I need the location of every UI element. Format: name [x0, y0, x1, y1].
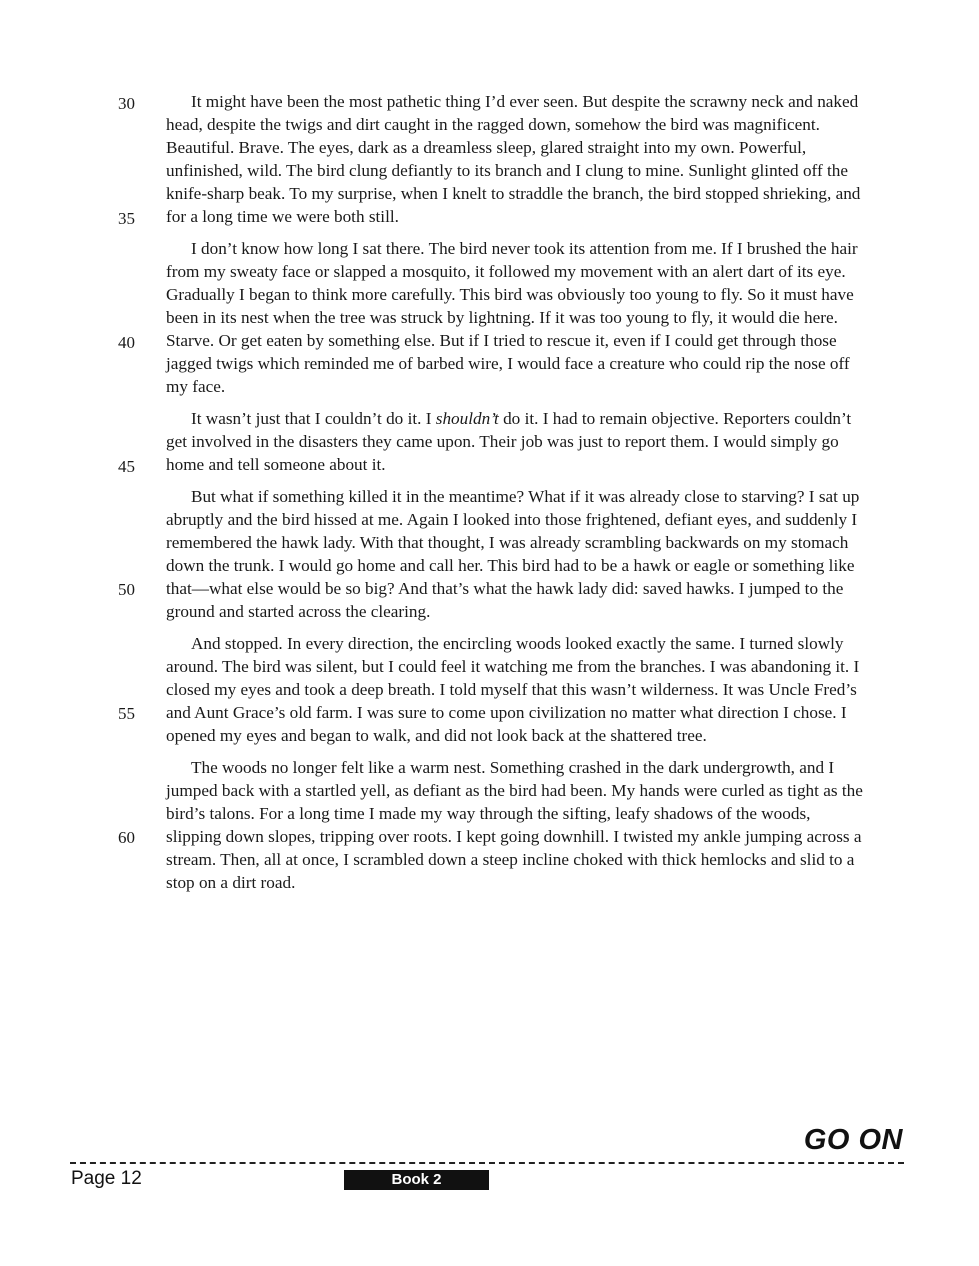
line-number-50: 50 — [118, 580, 135, 599]
line-number-55: 55 — [118, 704, 135, 723]
paragraph-4: But what if something killed it in the meantime? What if it was already close to starving? I sat up abruptly and the bird hissed at me. Again I looked into those frightened, defiant eyes, and suddenly I remembered the hawk lady. With that thought, I was already scrambling backwards on my stomach down the trunk. I would go home and call her. This bird had to be a hawk or eagle or something like that—what else would be so big? And that’s what the hawk lady did: saved hawks. I jumped to the ground and started across the clearing. — [166, 487, 860, 621]
paragraph-3-emphasis: shouldn’t — [435, 409, 499, 428]
paragraph-1: It might have been the most pathetic thing I’d ever seen. But despite the scrawny neck and naked head, despite the twigs and dirt caught in the ragged down, somehow the bird was magnificent. Beautiful. Brave. The eyes, dark as a dreamless sleep, glared straight into my own. Powerful, unfinished, wild. The bird clung defiantly to its branch and I clung to mine. Sunlight glinted off the knife-sharp beak. To my surprise, when I knelt to straddle the branch, the bird stopped shrieking, and for a long time we were both still. — [166, 92, 861, 226]
reading-passage — [166, 90, 866, 903]
paragraph-3-before: It wasn’t just that I couldn’t do it. I — [191, 409, 436, 428]
footer-dashed-divider — [70, 1162, 904, 1164]
line-number-30: 30 — [118, 94, 135, 113]
line-number-45: 45 — [118, 457, 135, 476]
line-number-35: 35 — [118, 209, 135, 228]
paragraph-2: I don’t know how long I sat there. The bird never took its attention from me. If I brushed the hair from my sweaty face or slapped a mosquito, it followed my movement with an alert dart of its eye. Gradually I began to think more carefully. This bird was obviously too young to fly. So it must have been in its nest when the tree was struck by lightning. If it was too young to fly, it would die here. Starve. Or get eaten by something else. But if I tried to rescue it, even if I could get through those jagged twigs which reminded me of barbed wire, I would face a creature who could rip the nose off my face. — [166, 239, 858, 396]
go-on-label: GO ON — [803, 1124, 903, 1156]
line-number-40: 40 — [118, 333, 135, 352]
paragraph-6: The woods no longer felt like a warm nest. Something crashed in the dark undergrowth, and I jumped back with a startled yell, as defiant as the bird had been. My hands were curled as tight as the bird’s talons. For a long time I made my way through the sifting, leafy shadows of the woods, slipping down slopes, tripping over roots. I kept going downhill. I twisted my ankle jumping across a stream. Then, all at once, I scrambled down a steep incline choked with thick hemlocks and slid to a stop on a dirt road. — [166, 758, 863, 892]
paragraph-5: And stopped. In every direction, the encircling woods looked exactly the same. I turned slowly around. The bird was silent, but I could feel it watching me from the branches. I was abandoning it. I closed my eyes and took a deep breath. I told myself that this wasn’t wilderness. It was Uncle Fred’s and Aunt Grace’s old farm. I was sure to come upon civilization no matter what direction I chose. I opened my eyes and began to walk, and did not look back at the shattered tree. — [166, 634, 860, 745]
page-number: Page 12 — [71, 1168, 142, 1189]
paragraph-3 — [166, 407, 866, 476]
book-badge: Book 2 — [344, 1170, 489, 1190]
paragraph-3-after: do it. I had to remain objective. Reporters couldn’t get involved in the disasters they came upon. Their job was just to report them. I would simply go home and tell someone about it. — [166, 409, 852, 474]
line-number-60: 60 — [118, 828, 135, 847]
